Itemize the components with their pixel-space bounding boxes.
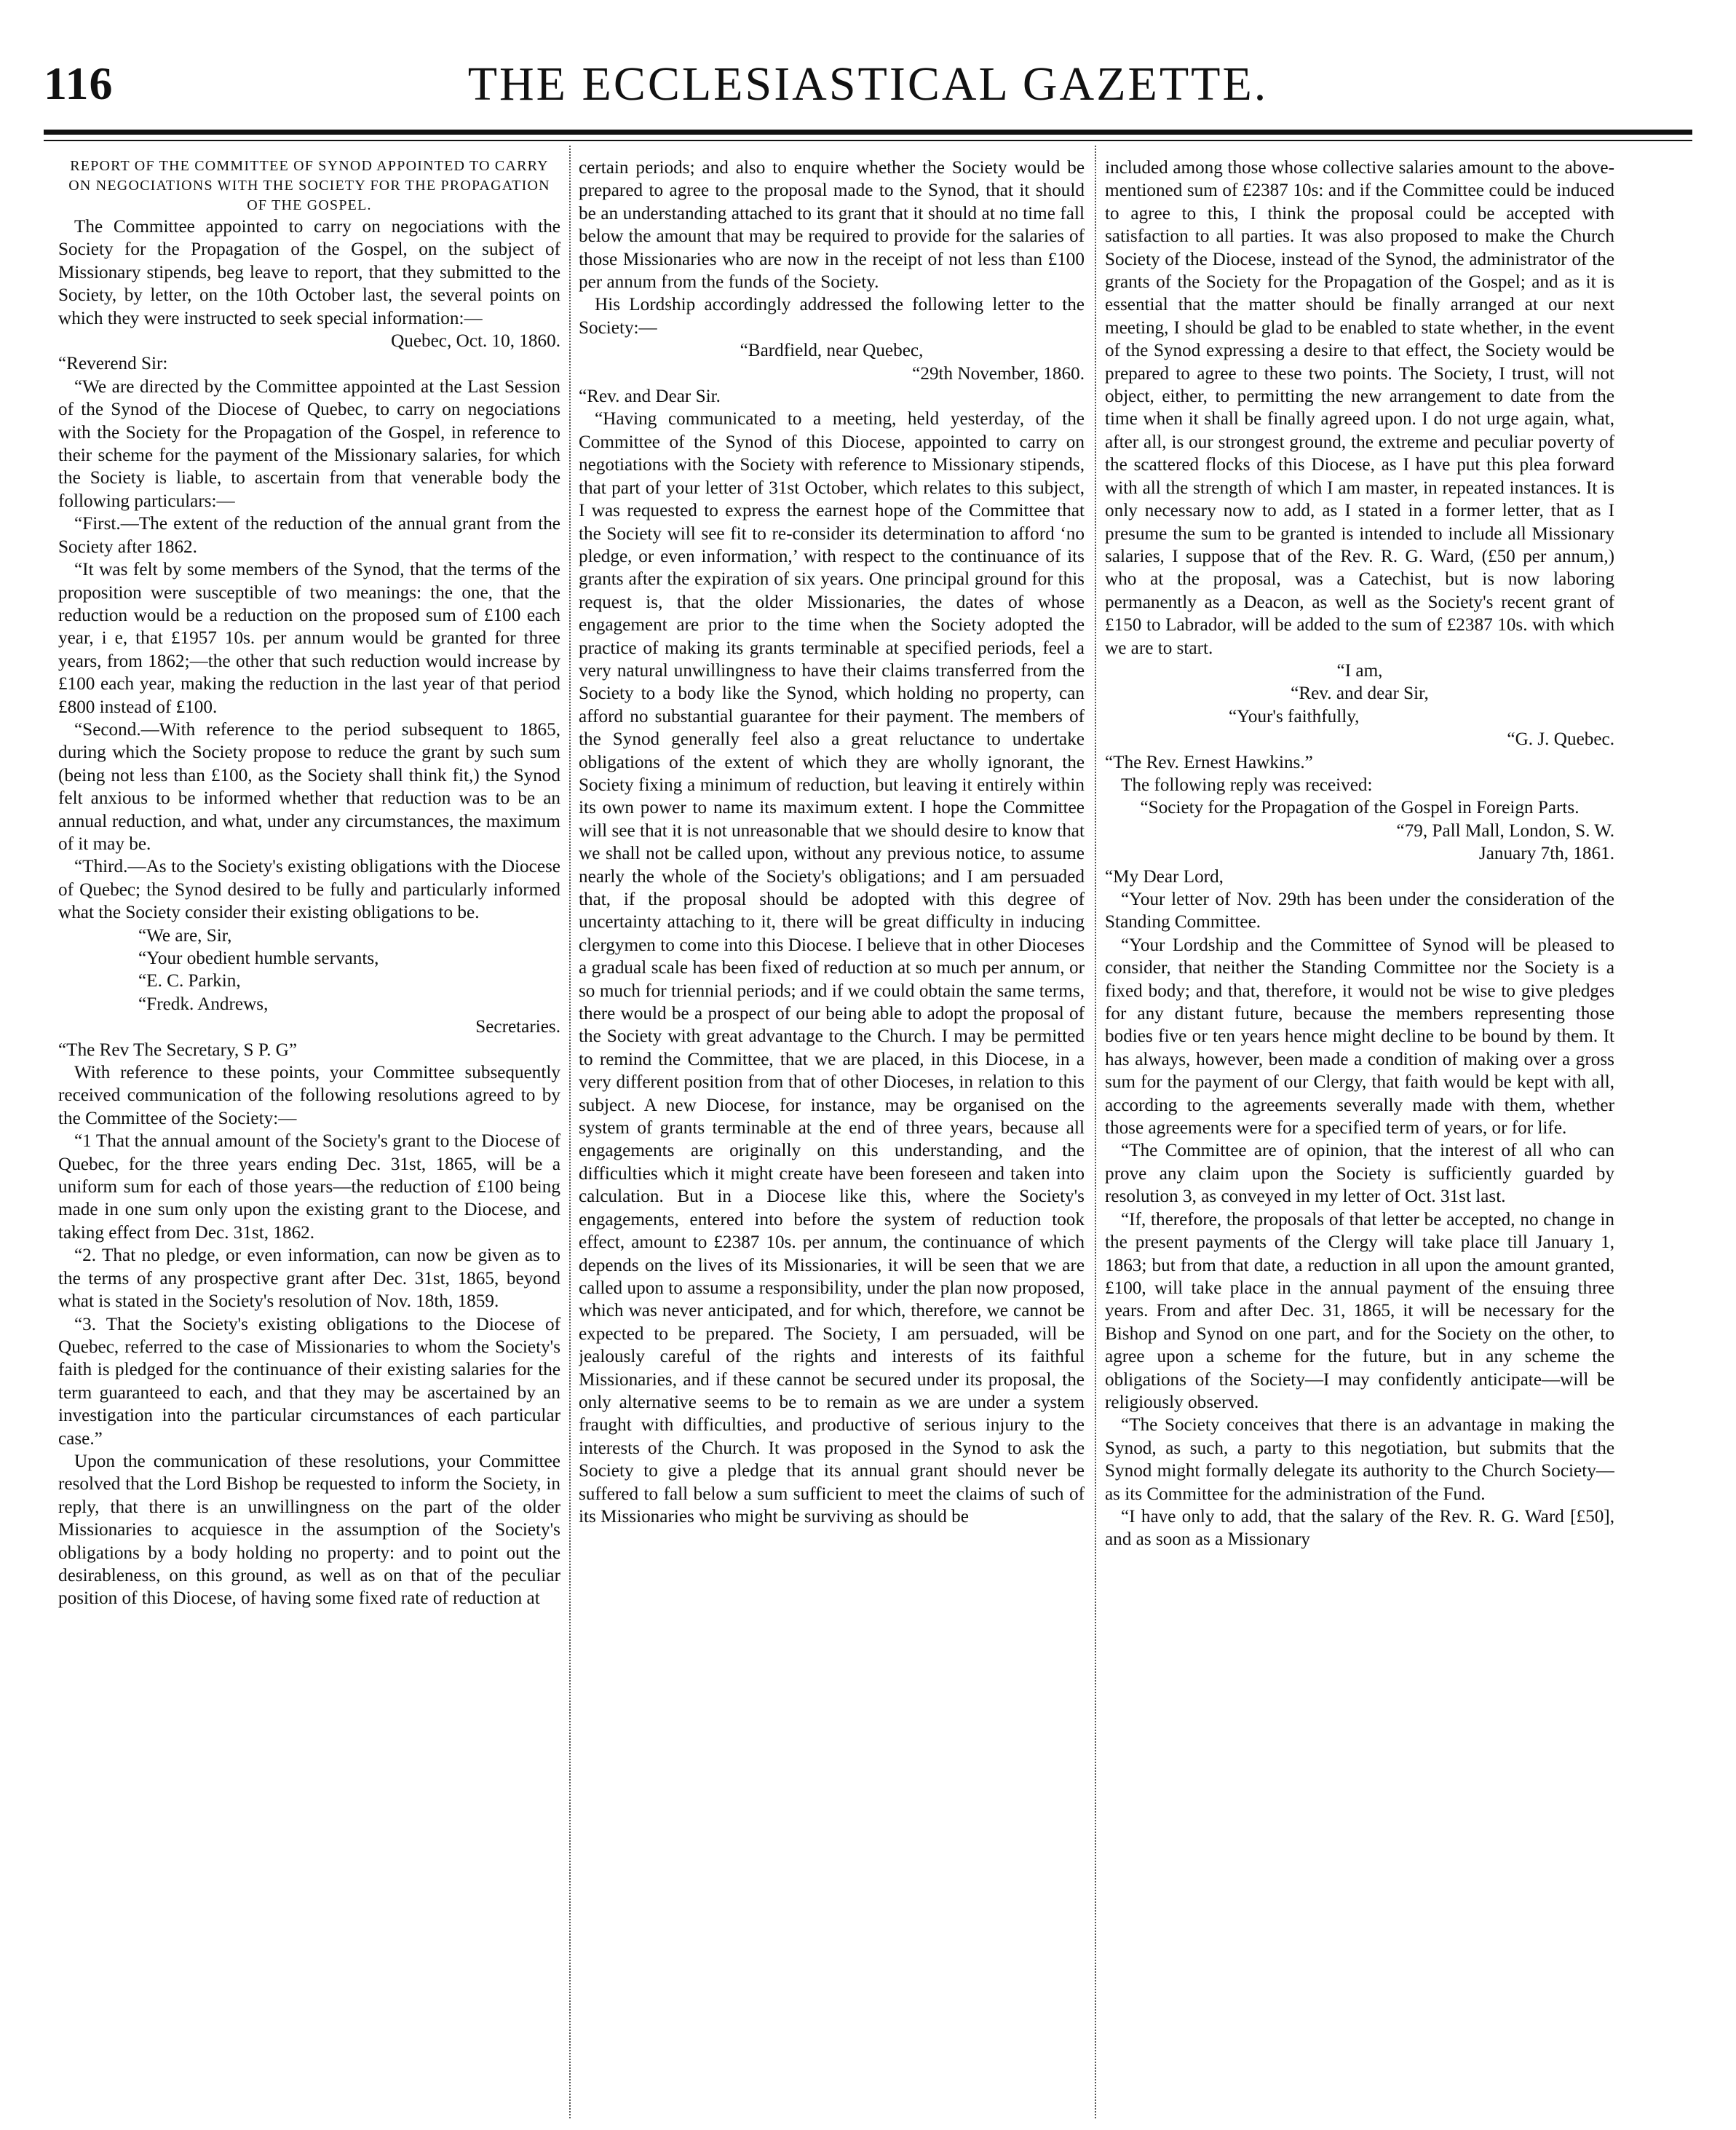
paragraph: “If, therefore, the proposals of that letter be accepted, no change in the present payments of the Clergy will take place till January 1, 1863; but from that date, a reduction in all upon the amount granted, £100, will take place in the annual payment of the ensuing three years. From and after Dec. 31, 1865, it will be necessary for the Bishop and Synod on one part, and for the Society on the other, to agree upon a scheme for the future, but in any scheme the obligations of the Society—I may confidently anticipate—will be religiously observed.	[1105, 1209, 1614, 1412]
paragraph: “The Society conceives that there is an advantage in making the Synod, as such, a party to this negotiation, but submits that the Synod might formally delegate its authority to the Church Society—as its Committee for the administration of the Fund.	[1105, 1415, 1614, 1504]
letter-salutation: “My Dear Lord,	[1105, 866, 1224, 887]
letter-addressee: “The Rev. Ernest Hawkins.”	[1105, 752, 1313, 772]
paragraph: “Your letter of Nov. 29th has been under the consideration of the Standing Committee.	[1105, 890, 1614, 933]
signatory: “Fredk. Andrews,	[138, 994, 269, 1014]
letter-addressee: “The Rev The Secretary, S P. G”	[58, 1040, 298, 1060]
paragraph: The Committee appointed to carry on negociations with the Society for the Propagation of the Gospel, on the subject of Missionary stipends, beg leave to report, that they submitted to the Society, by letter, on the 10th October last, the several points on which they were instructed to seek special information:—	[58, 217, 560, 328]
header-rule-thick	[44, 130, 1692, 135]
paragraph: “The Committee are of opinion, that the interest of all who can prove any claim upon the Society is sufficiently guarded by resolution 3, as conveyed in my letter of Oct. 31st last.	[1105, 1141, 1614, 1207]
page-number: 116	[44, 58, 114, 109]
column-3	[1105, 157, 1614, 2115]
paragraph: “First.—The extent of the reduction of the annual grant from the Society after 1862.	[58, 514, 560, 557]
signatory: “G. J. Quebec.	[1507, 729, 1614, 750]
letter-dateline: January 7th, 1861.	[1478, 844, 1614, 864]
letter-closing: “Your obedient humble servants,	[138, 949, 379, 968]
letter-salutation: “Rev. and Dear Sir.	[579, 387, 721, 407]
paragraph: The following reply was received:	[1121, 775, 1373, 795]
column-1	[58, 157, 560, 2115]
letter-address: “79, Pall Mall, London, S. W.	[1396, 820, 1614, 841]
letter-closing: “Rev. and dear Sir,	[1291, 684, 1429, 704]
paragraph: “It was felt by some members of the Synod, that the terms of the proposition were susceptible of two meanings: the one, that the reduction would be a reduction on the proposed sum of £100 each year, i e, that £1957 10s. per annum would be granted for three years, from 1862;—the other that such reduction would increase by £100 each year, making the reduction in the last year of that period £800 instead of £100.	[58, 560, 560, 717]
paragraph: His Lordship accordingly addressed the following letter to the Society:—	[579, 295, 1085, 338]
paragraph: “Third.—As to the Society's existing obligations with the Diocese of Quebec; the Synod desired to be fully and particularly informed what the Society consider their existing obligations to be.	[58, 857, 560, 923]
letter-closing: “I am,	[1336, 660, 1383, 681]
paragraph: “Your Lordship and the Committee of Synod will be pleased to consider, that neither the Standing Committee nor the Society is a fixed body; and that, therefore, it would not be wise to give pledges for any distant future, because the members representing those bodies five or ten years hence might decline to be bound by them. It has always, however, been made a condition of making over a gross sum for the payment of our Clergy, that faith would be kept with all, according to the agreements severally made with them, whether those agreements were for a specified term of years, or for life.	[1105, 935, 1614, 1139]
letter-closing: “Your's faithfully,	[1229, 706, 1360, 727]
header-rule-thin	[44, 140, 1692, 141]
paragraph: Upon the communication of these resolutions, your Committee resolved that the Lord Bishop be requested to inform the Society, in reply, that there is an unwillingness on the part of the older Missionaries to acquiesce in the assumption of the Society's obligations by a body holding no property: and to point out the desirableness, on this ground, as well as on that of the peculiar position of this Diocese, of having some fixed rate of reduction at	[58, 1451, 560, 1609]
paragraph: “1 That the annual amount of the Society's grant to the Diocese of Quebec, for the three years ending Dec. 31st, 1865, will be a uniform sum for each of those years—the reduction of £100 being made in one sum only upon the existing grant to the Diocese, and taking effect from Dec. 31st, 1862.	[58, 1131, 560, 1243]
letter-dateline: “29th November, 1860.	[912, 363, 1085, 384]
masthead-title: THE ECCLESIASTICAL GAZETTE.	[467, 58, 1269, 111]
signatory: “E. C. Parkin,	[138, 971, 241, 991]
paragraph: “I have only to add, that the salary of the Rev. R. G. Ward [£50], and as soon as a Missionary	[1105, 1506, 1614, 1550]
letter-sender: “Society for the Propagation of the Gospel in Foreign Parts.	[1140, 798, 1580, 818]
letter-salutation: “Reverend Sir:	[58, 354, 168, 374]
paragraph: included among those whose collective salaries amount to the above-mentioned sum of £2387 10s: and if the Committee could be induced to agree to this, I think the proposal could be accepted with satisfaction to all parties. It was also proposed to make the Church Society of the Diocese, instead of the Synod, the administrator of the grants of the Society for the Propagation of the Gospel; and as it is essential that the matter should be finally arranged at our next meeting, I should be glad to be enabled to state whether, in the event of the Synod expressing a desire to that effect, the Society would be prepared to agree to these two points. The Society, I trust, will not object, either, to permitting the new arrangement to date from the time when it shall be finally agreed upon. I do not urge again, what, after all, is our strongest ground, the extreme and peculiar poverty of the scattered flocks of this Diocese, as I have put this plea forward with all the strength of which I am master, in repeated instances. It is only necessary now to add, as I stated in a former letter, that as I presume the sum to be granted is intended to include all Missionary salaries, I suppose that of the Rev. R. G. Ward, (£50 per annum,) who at the proposal, was a Catechist, but is now laboring permanently as a Deacon, as well as the Society's recent grant of £150 to Labrador, will be added to the sum of £2387 10s. with which we are to start.	[1105, 158, 1614, 658]
paragraph: “3. That the Society's existing obligations to the Diocese of Quebec, referred to the case of Missionaries to whom the Society's faith is pledged for the continuance of their existing salaries for the term guaranteed to each, and that they may be ascertained by an investigation into the particular circumstances of each particular case.”	[58, 1314, 560, 1449]
letter-dateline: “Bardfield, near Quebec,	[740, 341, 924, 361]
column-2	[579, 157, 1085, 2115]
paragraph: “We are directed by the Committee appointed at the Last Session of the Synod of the Diocese of Quebec, to carry on negociations with the Society for the Propagation of the Gospel, in reference to their scheme for the payment of the Missionary salaries, for which the Society is liable, to ascertain from that venerable body the following particulars:—	[58, 376, 560, 511]
paragraph: With reference to these points, your Committee subsequently received communication of the following resolutions agreed to by the Committee of the Society:—	[58, 1063, 560, 1128]
letter-closing: “We are, Sir,	[138, 925, 232, 946]
column-divider	[569, 146, 571, 2118]
signatory-title: Secretaries.	[475, 1017, 560, 1037]
paragraph: “Having communicated to a meeting, held yesterday, of the Committee of the Synod of this Diocese, appointed to carry on negotiations with the Society with reference to Missionary stipends, that part of your letter of 31st October, which relates to this subject, I was requested to express the earnest hope of the Committee that the Society will see fit to re-consider its determination to afford ‘no pledge, or even information,’ with respect to the continuance of its grants after the expiration of six years. One principal ground for this request is, that the older Missionaries, the dates of whose engagement are prior to the time when the Society adopted the practice of making its grants terminable at specified periods, feel a very natural unwillingness to have their claims transferred from the Society to a body like the Synod, which holding no property, can afford no substantial guarantee for their payment. The members of the Synod generally feel also a great reluctance to undertake obligations of the extent of which they are wholly ignorant, the Society fixing a minimum of reduction, but leaving it entirely within its own power to name its maximum extent. I hope the Committee will see that it is not unreasonable that we should desire to know that we shall not be called upon, without any previous notice, to assume nearly the whole of the Society's obligations; and I am persuaded that, if the proposal should be adopted with this degree of uncertainty attaching to it, there will be great difficulty in inducing clergymen to come into this Diocese. I believe that in other Dioceses a gradual scale has been fixed of reduction at so much per annum, or so much for triennial periods; and if we could obtain the same terms, there would be a prospect of our being able to adopt the proposal of the Society with great advantage to the Church. I may be permitted to remind the Committee, that we are placed, in this Diocese, in a very different position from that of other Dioceses, in relation to this subject. A new Diocese, for instance, may be organised on the system of grants terminable at the end of three years, because all engagements are originally on this understanding, and the difficulties which it might create have been foreseen and taken into calculation. But in a Diocese like this, where the Society's engagements, entered into before the system of reduction took effect, amount to £2387 10s. per annum, the continuance of which depends on the lives of its Missionaries, it will be seen that we are called upon to assume a responsibility, under the plan now proposed, which was never anticipated, and for which, therefore, we cannot be expected to be prepared. The Society, I am persuaded, will be jealously careful of the rights and interests of its faithful Missionaries, and if these cannot be secured under its proposal, the only alternative seems to be to remain as we are under a system fraught with difficulties, and productive of serious injury to the interests of the Church. It was proposed in the Synod to ask the Society to give a pledge that its annual grant should never be suffered to fall below a sum sufficient to meet the claims of such of its Missionaries who might be surviving as should be	[579, 409, 1085, 1527]
paragraph: “Second.—With reference to the period subsequent to 1865, during which the Society propose to reduce the grant by such sum (being not less than £100, as the Society shall think fit,) the Synod felt anxious to be informed whether that reduction was to be an annual reduction, and what, under any circumstances, the maximum of it may be.	[58, 719, 560, 854]
paragraph: certain periods; and also to enquire whether the Society would be prepared to agree to the proposal made to the Synod, that it should be an understanding attached to its grant that it should at no time fall below the amount that may be required to provide for the salaries of those Missionaries who are now in the receipt of not less than £100 per annum from the funds of the Society.	[579, 158, 1085, 293]
letter-dateline: Quebec, Oct. 10, 1860.	[391, 331, 560, 352]
article-heading: REPORT OF THE COMMITTEE OF SYNOD APPOINTED TO CARRY ON NEGOCIATIONS WITH THE SOCIETY FOR THE PROPAGATION OF THE GOSPEL.	[68, 158, 550, 213]
column-divider	[1095, 146, 1096, 2118]
page-header	[44, 57, 1692, 122]
paragraph: “2. That no pledge, or even information, can now be given as to the terms of any prospective grant after Dec. 31st, 1865, beyond what is stated in the Society's resolution of Nov. 18th, 1859.	[58, 1246, 560, 1312]
